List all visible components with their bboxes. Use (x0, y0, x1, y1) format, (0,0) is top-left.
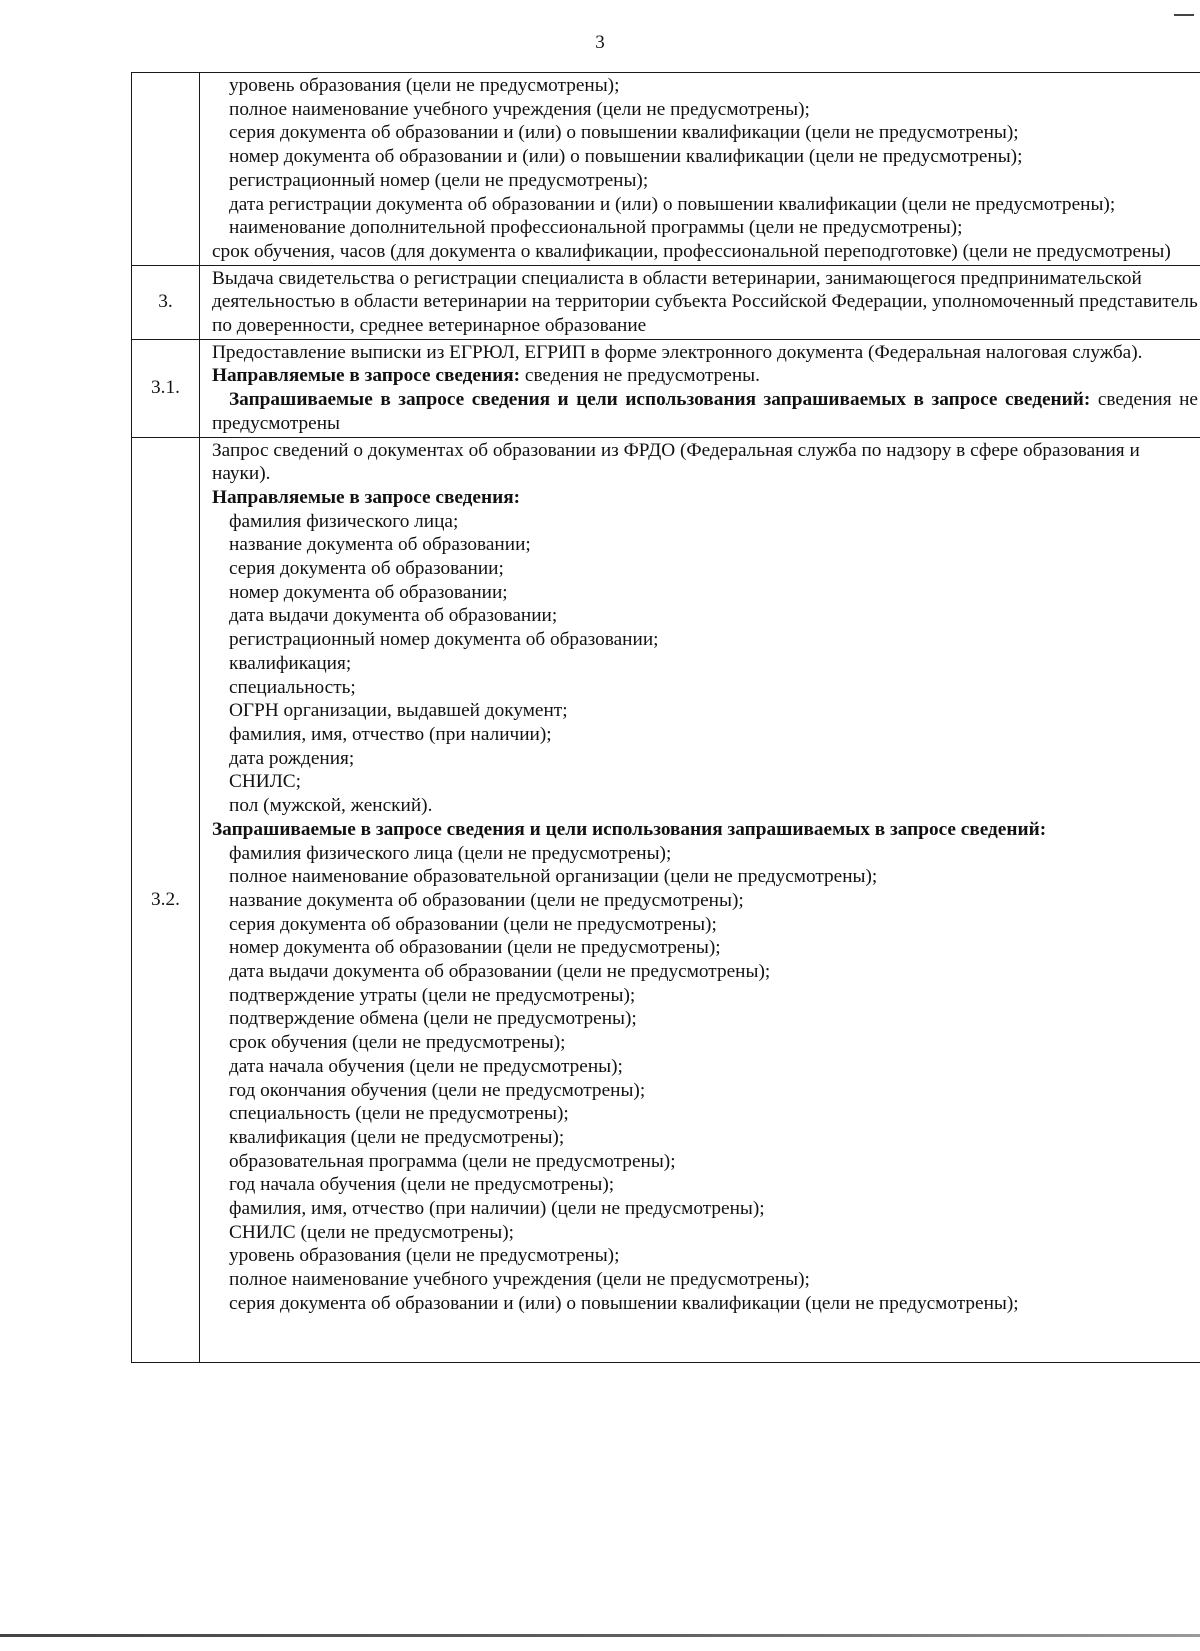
scan-border-line (0, 1634, 1200, 1637)
row-content (200, 73, 1200, 266)
list-item: СНИЛС (цели не предусмотрены); (229, 1221, 514, 1243)
list-item: год начала обучения (цели не предусмотрены); (229, 1174, 615, 1196)
table-row (132, 73, 1200, 266)
sent-data-label: Направляемые в запросе сведения: (212, 365, 521, 387)
list-item: подтверждение обмена (цели не предусмотрены); (229, 1008, 637, 1030)
requested-data-label: Запрашиваемые в запросе сведения и цели использования запрашиваемых в запросе сведений: (212, 818, 1047, 840)
row-content (200, 265, 1200, 339)
list-item: номер документа об образовании (цели не предусмотрены); (229, 937, 721, 959)
list-item: уровень образования (цели не предусмотрены); (229, 75, 620, 96)
list-item: СНИЛС; (229, 771, 302, 793)
list-item: фамилия, имя, отчество (при наличии); (229, 723, 552, 745)
table-row (132, 265, 1200, 339)
list-item: подтверждение утраты (цели не предусмотрены); (229, 984, 636, 1006)
list-item: специальность; (229, 676, 356, 698)
list-item: название документа об образовании; (229, 534, 531, 556)
list-item: ОГРН организации, выдавшей документ; (229, 700, 568, 722)
list-item: полное наименование учебного учреждения (цели не предусмотрены); (229, 98, 810, 120)
list-item: образовательная программа (цели не предусмотрены); (229, 1150, 676, 1172)
list-item: год окончания обучения (цели не предусмотрены); (229, 1079, 646, 1101)
list-item: серия документа об образовании и (или) о повышении квалификации (цели не предусмотрены); (229, 122, 1019, 144)
empty-space (212, 1316, 1198, 1361)
row-number: 3. (132, 265, 200, 339)
list-item: дата выдачи документа об образовании (цели не предусмотрены); (229, 961, 771, 983)
list-item: дата регистрации документа об образовании и (или) о повышении квалификации (цели не предусмотрены); (229, 193, 1116, 215)
request-description: Предоставление выписки из ЕГРЮЛ, ЕГРИП в форме электронного документа (Федеральная налоговая служба). (212, 341, 1143, 363)
list-item: номер документа об образовании и (или) о повышении квалификации (цели не предусмотрены); (229, 146, 1023, 168)
list-item: специальность (цели не предусмотрены); (229, 1103, 569, 1125)
service-title: Выдача свидетельства о регистрации специалиста в области ветеринарии, занимающегося предпринимательской деятельностью в области ветеринарии на территории субъекта Российской Федерации, уполномоченный представитель по доверенности, среднее ветеринарное образование (212, 267, 1198, 337)
list-item: квалификация (цели не предусмотрены); (229, 1126, 565, 1148)
table-row (132, 437, 1200, 1362)
list-item: фамилия физического лица (цели не предусмотрены); (229, 842, 672, 864)
list-item: наименование дополнительной профессиональной программы (цели не предусмотрены); (229, 217, 963, 239)
requested-data-label: Запрашиваемые в запросе сведения и цели использования запрашиваемых в запросе сведений: (229, 389, 1091, 411)
row-number: 3.1. (132, 339, 200, 437)
list-item: название документа об образовании (цели не предусмотрены); (229, 889, 744, 911)
request-description: Запрос сведений о документах об образовании из ФРДО (Федеральная служба по надзору в сфере образования и науки). (212, 439, 1140, 485)
list-item: полное наименование учебного учреждения (цели не предусмотрены); (229, 1269, 810, 1291)
list-item: серия документа об образовании; (229, 558, 504, 580)
requested-data-value: сведения не предусмотрены (212, 389, 1198, 434)
list-item: дата рождения; (229, 747, 355, 769)
scan-edge-mark (1174, 14, 1194, 16)
table-row (132, 339, 1200, 437)
sent-data-paragraph (212, 364, 1198, 388)
sent-data-label: Направляемые в запросе сведения: (212, 486, 521, 508)
list-item: номер документа об образовании; (229, 581, 508, 603)
list-item: срок обучения (цели не предусмотрены); (229, 1032, 566, 1054)
list-item: серия документа об образовании (цели не предусмотрены); (229, 913, 717, 935)
list-item: серия документа об образовании и (или) о повышении квалификации (цели не предусмотрены); (229, 1292, 1019, 1314)
row-content (200, 339, 1200, 437)
requested-data-paragraph (212, 388, 1198, 435)
requirements-table (131, 72, 1200, 1363)
row-number: 3.2. (132, 437, 200, 1362)
list-item: регистрационный номер (цели не предусмотрены); (229, 169, 649, 191)
list-item: дата начала обучения (цели не предусмотрены); (229, 1055, 623, 1077)
list-item: срок обучения, часов (для документа о квалификации, профессиональной переподготовке) (цели не предусмотрены) (212, 240, 1171, 262)
list-item: квалификация; (229, 652, 352, 674)
list-item: полное наименование образовательной организации (цели не предусмотрены); (229, 866, 878, 888)
sent-data-value: сведения не предусмотрены. (520, 365, 760, 387)
list-item: фамилия, имя, отчество (при наличии) (цели не предусмотрены); (229, 1198, 765, 1220)
list-item: фамилия физического лица; (229, 510, 459, 532)
list-item: уровень образования (цели не предусмотрены); (229, 1245, 620, 1267)
page-number: 3 (595, 32, 605, 53)
row-content (200, 437, 1200, 1362)
list-item: дата выдачи документа об образовании; (229, 605, 558, 627)
list-item: пол (мужской, женский). (229, 795, 433, 817)
list-item: регистрационный номер документа об образовании; (229, 629, 659, 651)
row-number (132, 73, 200, 266)
